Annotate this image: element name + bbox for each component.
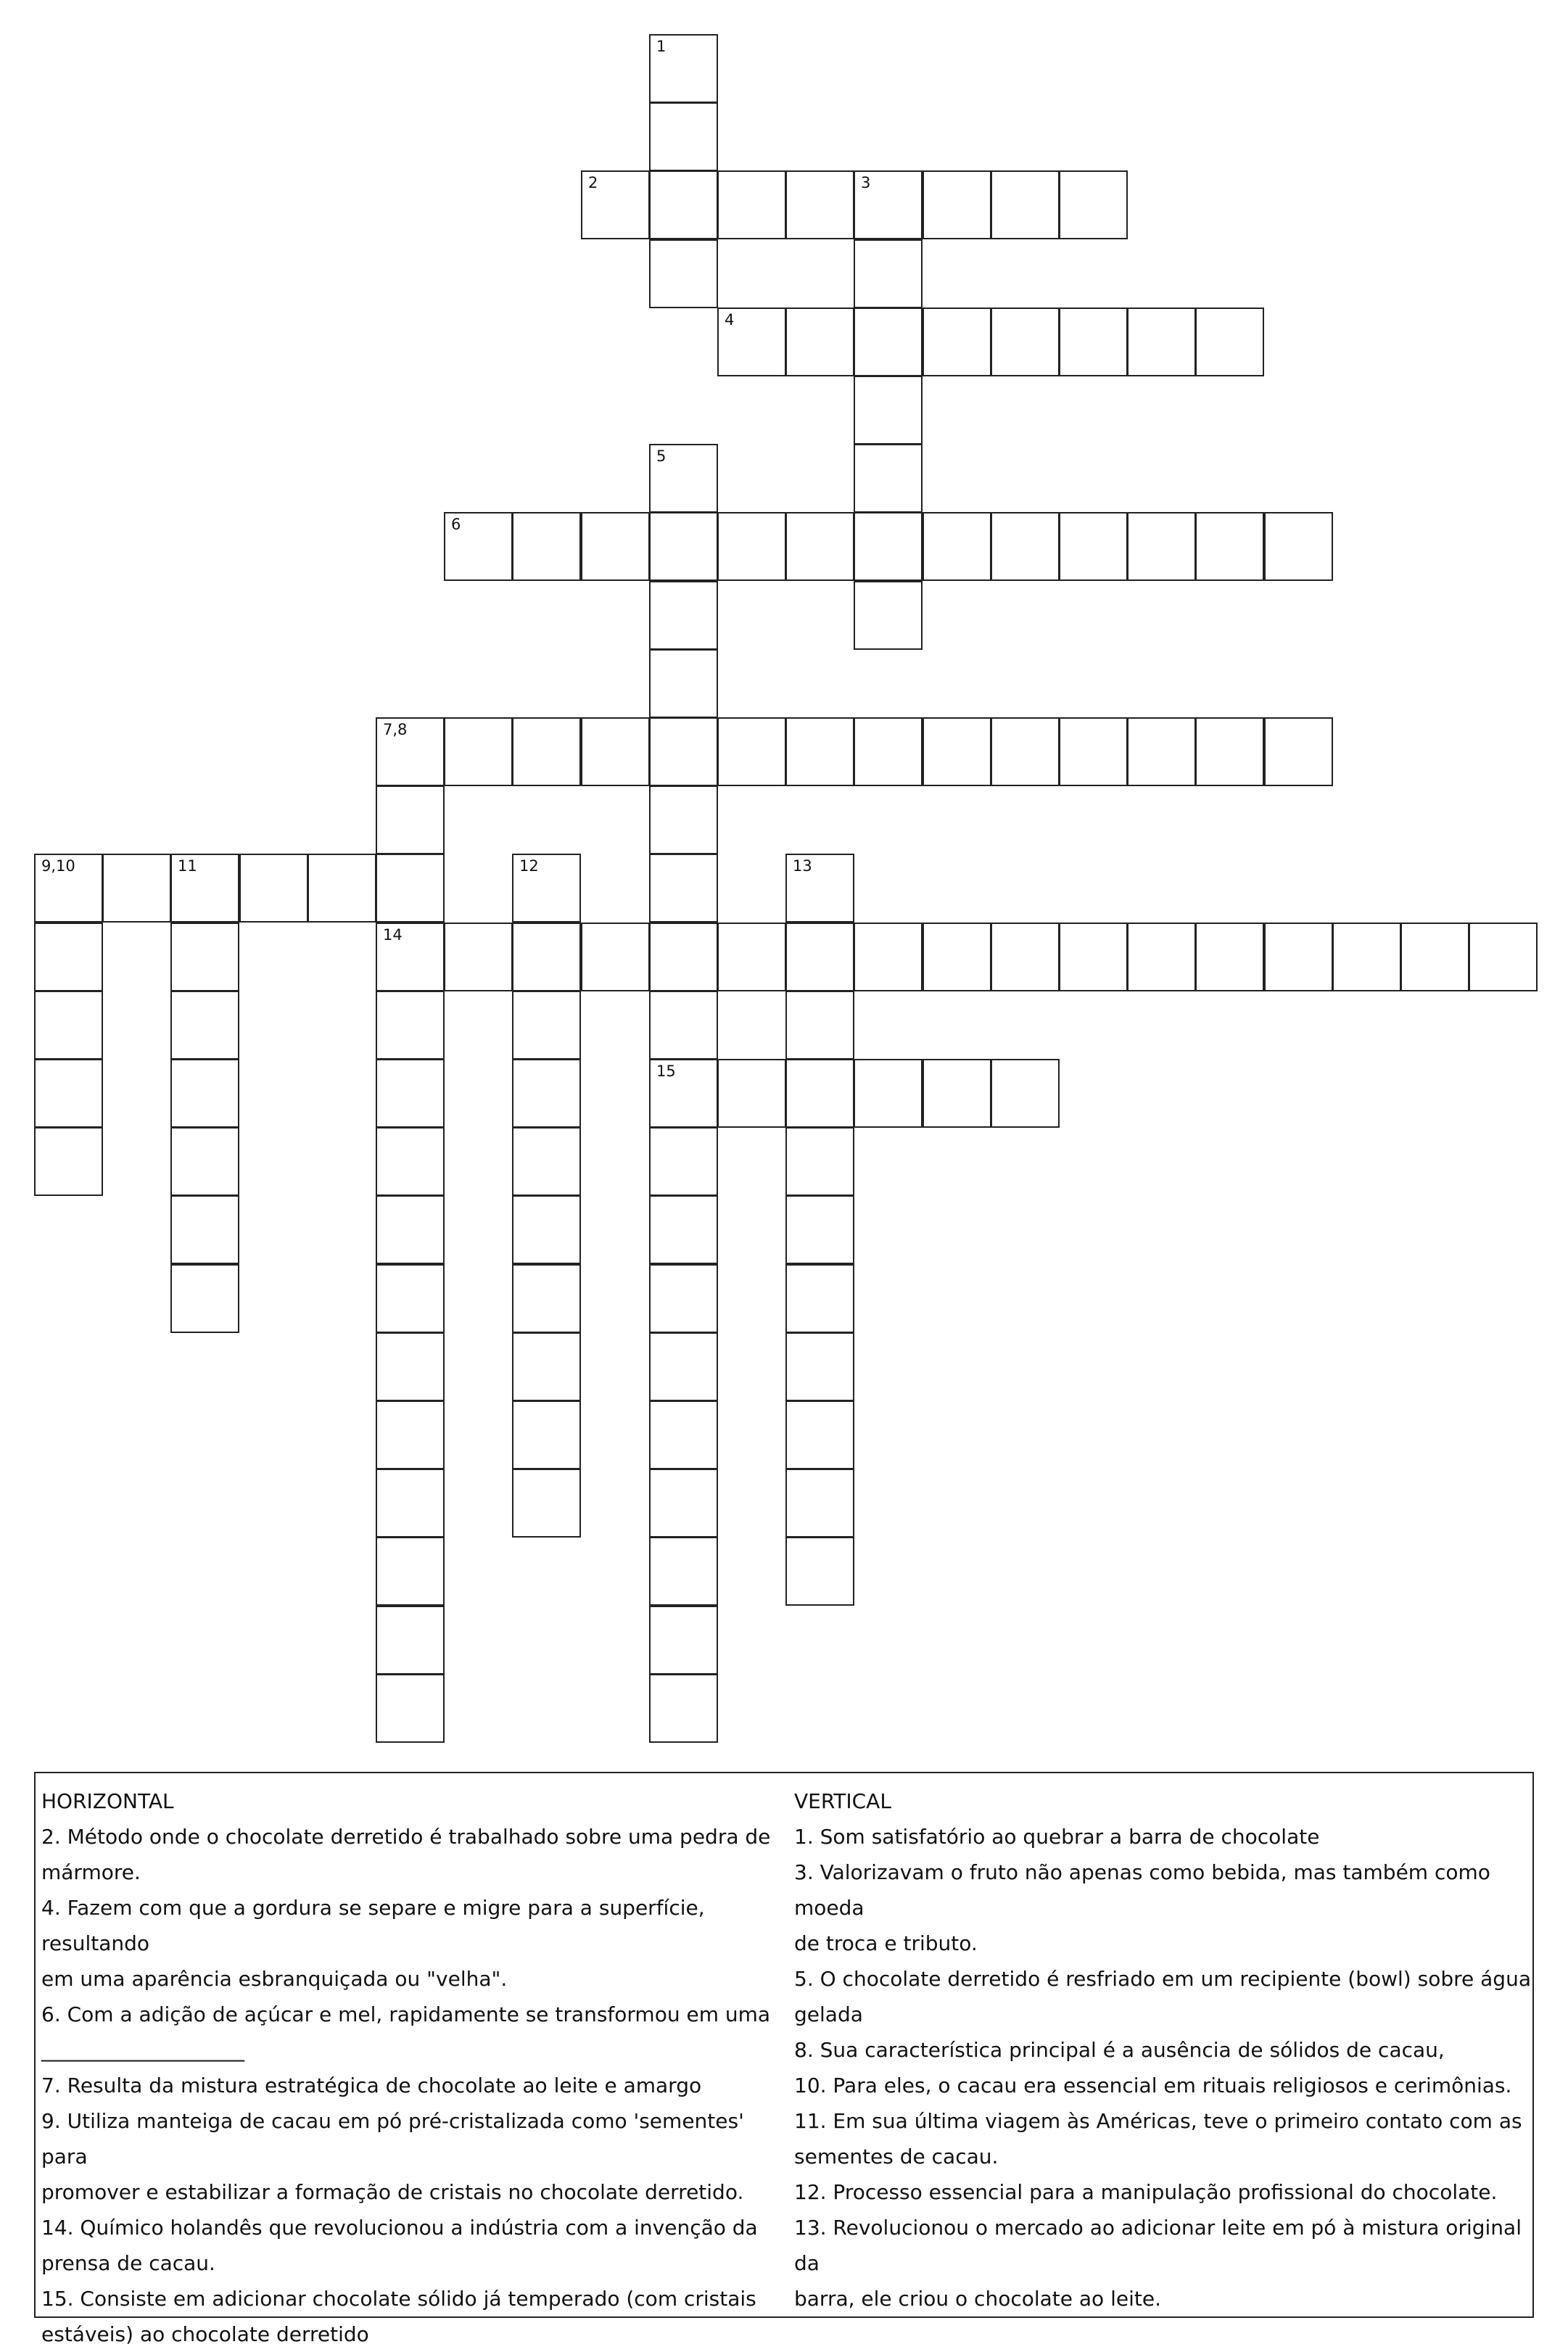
grid-cell[interactable] [854, 581, 923, 650]
vertical-clue-line: 11. Em sua última viagem às Américas, teve o primeiro contato com as [794, 2109, 1522, 2133]
grid-cell[interactable] [512, 1059, 581, 1128]
grid-cell[interactable] [717, 170, 786, 239]
grid-cell[interactable] [376, 1400, 445, 1469]
grid-cell[interactable] [923, 170, 991, 239]
grid-cell[interactable] [170, 854, 239, 923]
grid-cell[interactable] [649, 581, 718, 650]
grid-cell[interactable] [512, 717, 581, 786]
grid-cell[interactable] [854, 1059, 923, 1128]
grid-cell[interactable] [34, 1127, 103, 1196]
grid-cell[interactable] [717, 717, 786, 786]
horizontal-clue-line: 4. Fazem com que a gordura se separe e migre para a superfície, resultando [41, 1896, 705, 1955]
grid-cell[interactable] [581, 923, 650, 991]
grid-cell[interactable] [854, 444, 923, 513]
grid-cell[interactable] [649, 1674, 718, 1743]
grid-cell[interactable] [649, 1332, 718, 1401]
grid-cell[interactable] [717, 512, 786, 581]
grid-cell[interactable] [444, 717, 513, 786]
grid-cell[interactable] [512, 1264, 581, 1333]
grid-cell[interactable] [649, 1537, 718, 1606]
grid-cell[interactable] [512, 854, 581, 923]
grid-cell[interactable] [170, 1195, 239, 1264]
grid-cell[interactable] [649, 512, 718, 581]
grid-cell[interactable] [854, 512, 923, 581]
vertical-clue-line: sementes de cacau. [794, 2145, 999, 2169]
clue-number: 3 [861, 174, 871, 191]
vertical-clue-line: barra, ele criou o chocolate ao leite. [794, 2287, 1161, 2311]
horizontal-clue-line: mármore. [41, 1860, 141, 1884]
grid-cell[interactable] [1264, 512, 1333, 581]
vertical-clue-line: 8. Sua característica principal é a ausência de sólidos de cacau, [794, 2038, 1445, 2062]
grid-cell[interactable] [923, 308, 991, 376]
horizontal-clue-line: 6. Com a adição de açúcar e mel, rapidamente se transformou em uma [41, 2002, 771, 2026]
grid-cell[interactable] [308, 854, 376, 923]
grid-cell[interactable] [649, 1195, 718, 1264]
horizontal-heading: HORIZONTAL [41, 1789, 174, 1813]
grid-cell[interactable] [785, 1195, 854, 1264]
grid-cell[interactable] [581, 170, 650, 239]
grid-cell[interactable] [376, 1127, 445, 1196]
clue-number: 14 [383, 926, 403, 944]
horizontal-clue-line: em uma aparência esbranquiçada ou "velha". [41, 1967, 508, 1991]
clue-number: 15 [656, 1062, 676, 1080]
grid-cell[interactable] [1400, 923, 1469, 991]
grid-cell[interactable] [1332, 923, 1401, 991]
clue-number: 5 [656, 447, 667, 465]
grid-cell[interactable] [1059, 923, 1128, 991]
grid-cell[interactable] [649, 1606, 718, 1675]
grid-cell[interactable] [512, 1469, 581, 1538]
grid-cell[interactable] [376, 1059, 445, 1128]
grid-cell[interactable] [376, 717, 445, 786]
grid-cell[interactable] [512, 1127, 581, 1196]
grid-cell[interactable] [717, 308, 786, 376]
grid-cell[interactable] [991, 1059, 1060, 1128]
vertical-clue-line: 13. Revolucionou o mercado ao adicionar leite em pó à mistura original da [794, 2216, 1522, 2275]
grid-cell[interactable] [649, 717, 718, 786]
grid-cell[interactable] [34, 923, 103, 991]
grid-cell[interactable] [170, 1264, 239, 1333]
grid-cell[interactable] [1059, 170, 1128, 239]
grid-cell[interactable] [785, 854, 854, 923]
grid-cell[interactable] [376, 1674, 445, 1743]
grid-cell[interactable] [991, 170, 1060, 239]
grid-cell[interactable] [1195, 717, 1264, 786]
grid-cell[interactable] [1195, 512, 1264, 581]
grid-cell[interactable] [649, 649, 718, 718]
grid-cell[interactable] [649, 1469, 718, 1538]
clue-number: 7,8 [383, 721, 408, 738]
grid-cell[interactable] [854, 239, 923, 308]
grid-cell[interactable] [444, 923, 513, 991]
grid-cell[interactable] [1059, 308, 1128, 376]
grid-cell[interactable] [170, 1127, 239, 1196]
grid-cell[interactable] [376, 1606, 445, 1675]
grid-cell[interactable] [376, 1469, 445, 1538]
grid-cell[interactable] [170, 1059, 239, 1128]
grid-cell[interactable] [785, 1127, 854, 1196]
grid-cell[interactable] [376, 923, 445, 991]
grid-cell[interactable] [785, 1469, 854, 1538]
grid-cell[interactable] [785, 1537, 854, 1606]
vertical-clue-line: 1. Som satisfatório ao quebrar a barra de chocolate [794, 1825, 1320, 1849]
horizontal-clue-line: estáveis) ao chocolate derretido [41, 2322, 369, 2346]
grid-cell[interactable] [1059, 512, 1128, 581]
horizontal-clue-line: 15. Consiste em adicionar chocolate sólido já temperado (com cristais [41, 2287, 756, 2311]
grid-cell[interactable] [376, 854, 445, 923]
grid-cell[interactable] [854, 923, 923, 991]
grid-cell[interactable] [239, 854, 308, 923]
grid-cell[interactable] [1195, 308, 1264, 376]
clue-number: 11 [178, 857, 197, 875]
grid-cell[interactable] [854, 717, 923, 786]
grid-cell[interactable] [512, 923, 581, 991]
grid-cell[interactable] [1127, 717, 1196, 786]
vertical-clues-column [794, 1783, 1534, 2316]
grid-cell[interactable] [649, 170, 718, 239]
grid-cell[interactable] [785, 170, 854, 239]
grid-cell[interactable] [34, 854, 103, 923]
grid-cell[interactable] [649, 785, 718, 854]
grid-cell[interactable] [717, 1059, 786, 1128]
grid-cell[interactable] [649, 991, 718, 1060]
grid-cell[interactable] [376, 991, 445, 1060]
grid-cell[interactable] [1195, 923, 1264, 991]
grid-cell[interactable] [581, 717, 650, 786]
grid-cell[interactable] [923, 1059, 991, 1128]
clue-number: 1 [656, 38, 667, 55]
grid-cell[interactable] [923, 923, 991, 991]
grid-cell[interactable] [923, 717, 991, 786]
vertical-heading: VERTICAL [794, 1789, 891, 1813]
vertical-clue-line: 5. O chocolate derretido é resfriado em um recipiente (bowl) sobre água [794, 1967, 1531, 1991]
grid-cell[interactable] [649, 923, 718, 991]
grid-cell[interactable] [717, 923, 786, 991]
grid-cell[interactable] [444, 512, 513, 581]
grid-cell[interactable] [649, 444, 718, 513]
grid-cell[interactable] [991, 923, 1060, 991]
horizontal-clue-line: ____________________ [41, 2038, 244, 2062]
horizontal-clue-line: 7. Resulta da mistura estratégica de chocolate ao leite e amargo [41, 2074, 702, 2097]
grid-cell[interactable] [785, 717, 854, 786]
grid-cell[interactable] [991, 717, 1060, 786]
grid-cell[interactable] [512, 1332, 581, 1401]
grid-cell[interactable] [785, 1059, 854, 1128]
grid-cell[interactable] [34, 991, 103, 1060]
clue-number: 6 [451, 516, 461, 533]
grid-cell[interactable] [649, 1127, 718, 1196]
grid-cell[interactable] [649, 1059, 718, 1128]
grid-cell[interactable] [1127, 512, 1196, 581]
grid-cell[interactable] [512, 1400, 581, 1469]
grid-cell[interactable] [170, 923, 239, 991]
grid-cell[interactable] [34, 1059, 103, 1128]
grid-cell[interactable] [1127, 308, 1196, 376]
vertical-clue-line: gelada [794, 2002, 863, 2026]
grid-cell[interactable] [1059, 717, 1128, 786]
clue-number: 13 [793, 857, 812, 875]
grid-cell[interactable] [991, 308, 1060, 376]
horizontal-clue-line: 2. Método onde o chocolate derretido é trabalhado sobre uma pedra de [41, 1825, 771, 1849]
vertical-clue-line: de troca e tributo. [794, 1931, 978, 1955]
grid-cell[interactable] [649, 102, 718, 171]
grid-cell[interactable] [376, 785, 445, 854]
horizontal-clue-line: 9. Utiliza manteiga de cacau em pó pré-cristalizada como 'sementes' para [41, 2109, 744, 2169]
grid-cell[interactable] [376, 1264, 445, 1333]
grid-cell[interactable] [854, 308, 923, 376]
grid-cell[interactable] [854, 170, 923, 239]
horizontal-clue-line: promover e estabilizar a formação de cristais no chocolate derretido. [41, 2180, 744, 2204]
grid-cell[interactable] [1264, 717, 1333, 786]
grid-cell[interactable] [649, 239, 718, 308]
clues-box [34, 1772, 1534, 2346]
grid-cell[interactable] [1469, 923, 1538, 991]
grid-cell[interactable] [923, 512, 991, 581]
grid-cell[interactable] [785, 1400, 854, 1469]
clue-number: 4 [725, 311, 735, 329]
grid-cell[interactable] [991, 512, 1060, 581]
grid-cell[interactable] [170, 991, 239, 1060]
vertical-clue-line: 3. Valorizavam o fruto não apenas como bebida, mas também como moeda [794, 1860, 1490, 1920]
grid-cell[interactable] [1264, 923, 1333, 991]
grid-cell[interactable] [581, 512, 650, 581]
horizontal-clue-line: prensa de cacau. [41, 2251, 215, 2275]
horizontal-clue-line: 14. Químico holandês que revolucionou a indústria com a invenção da [41, 2216, 758, 2240]
grid-cell[interactable] [649, 34, 718, 103]
grid-cell[interactable] [512, 1195, 581, 1264]
clue-number: 2 [588, 174, 598, 191]
grid-cell[interactable] [785, 991, 854, 1060]
grid-cell[interactable] [785, 512, 854, 581]
grid-cell[interactable] [785, 1332, 854, 1401]
grid-cell[interactable] [376, 1195, 445, 1264]
grid-cell[interactable] [785, 923, 854, 991]
grid-cell[interactable] [649, 854, 718, 923]
clue-number: 12 [519, 857, 539, 875]
clue-number: 9,10 [41, 857, 75, 875]
grid-cell[interactable] [102, 854, 171, 923]
grid-cell[interactable] [649, 1264, 718, 1333]
grid-cell[interactable] [1127, 923, 1196, 991]
grid-cell[interactable] [854, 376, 923, 445]
vertical-clue-line: 10. Para eles, o cacau era essencial em rituais religiosos e cerimônias. [794, 2074, 1512, 2097]
grid-cell[interactable] [785, 1264, 854, 1333]
grid-cell[interactable] [512, 991, 581, 1060]
grid-cell[interactable] [512, 512, 581, 581]
grid-cell[interactable] [376, 1537, 445, 1606]
grid-cell[interactable] [649, 1400, 718, 1469]
grid-cell[interactable] [785, 308, 854, 376]
horizontal-clues-column [41, 1783, 788, 2352]
vertical-clue-line: 12. Processo essencial para a manipulação profissional do chocolate. [794, 2180, 1498, 2204]
grid-cell[interactable] [376, 1332, 445, 1401]
